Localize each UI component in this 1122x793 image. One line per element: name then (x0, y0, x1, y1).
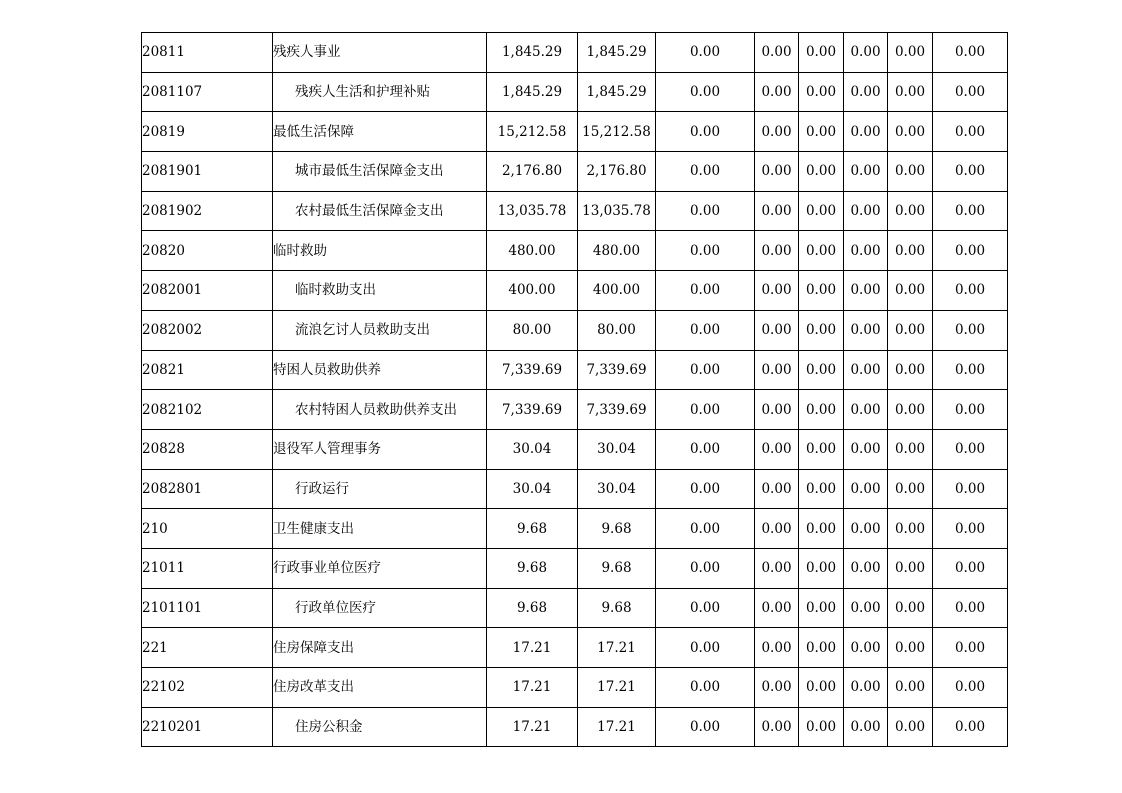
amount-cell: 0.00 (844, 112, 888, 152)
amount-cell: 0.00 (755, 509, 799, 549)
amount-cell: 0.00 (888, 112, 933, 152)
subject-code-cell: 20828 (142, 429, 273, 469)
amount-cell: 0.00 (755, 429, 799, 469)
amount-cell: 0.00 (656, 628, 755, 668)
table-row (142, 390, 1008, 430)
amount-cell: 0.00 (844, 548, 888, 588)
amount-cell: 9.68 (487, 509, 578, 549)
amount-cell: 0.00 (656, 469, 755, 509)
amount-cell: 0.00 (888, 33, 933, 73)
amount-cell: 0.00 (844, 707, 888, 747)
amount-cell: 2,176.80 (487, 152, 578, 192)
table-row (142, 231, 1008, 271)
amount-cell: 0.00 (656, 390, 755, 430)
amount-cell: 0.00 (755, 72, 799, 112)
subject-code-cell: 2210201 (142, 707, 273, 747)
table-row (142, 350, 1008, 390)
subject-name-cell: 临时救助支出 (273, 271, 487, 311)
amount-cell: 0.00 (888, 191, 933, 231)
amount-cell: 0.00 (656, 33, 755, 73)
subject-code-cell: 20819 (142, 112, 273, 152)
amount-cell: 80.00 (487, 310, 578, 350)
amount-cell: 0.00 (888, 707, 933, 747)
amount-cell: 0.00 (755, 707, 799, 747)
subject-name-cell: 临时救助 (273, 231, 487, 271)
budget-table-body (142, 33, 1008, 747)
amount-cell: 30.04 (487, 429, 578, 469)
amount-cell: 1,845.29 (578, 72, 656, 112)
amount-cell: 0.00 (933, 350, 1008, 390)
amount-cell: 0.00 (755, 271, 799, 311)
amount-cell: 0.00 (755, 548, 799, 588)
amount-cell: 0.00 (755, 33, 799, 73)
amount-cell: 0.00 (933, 112, 1008, 152)
budget-table (141, 32, 1008, 747)
subject-code-cell: 2101101 (142, 588, 273, 628)
amount-cell: 17.21 (578, 668, 656, 708)
amount-cell: 9.68 (578, 509, 656, 549)
amount-cell: 7,339.69 (487, 350, 578, 390)
table-row (142, 152, 1008, 192)
amount-cell: 0.00 (888, 350, 933, 390)
amount-cell: 0.00 (799, 310, 844, 350)
subject-code-cell: 2082002 (142, 310, 273, 350)
amount-cell: 0.00 (844, 33, 888, 73)
amount-cell: 9.68 (487, 588, 578, 628)
amount-cell: 0.00 (799, 72, 844, 112)
amount-cell: 2,176.80 (578, 152, 656, 192)
table-row (142, 668, 1008, 708)
amount-cell: 0.00 (656, 548, 755, 588)
amount-cell: 0.00 (844, 628, 888, 668)
table-row (142, 429, 1008, 469)
subject-name-cell: 卫生健康支出 (273, 509, 487, 549)
amount-cell: 0.00 (933, 33, 1008, 73)
amount-cell: 0.00 (888, 231, 933, 271)
amount-cell: 0.00 (888, 509, 933, 549)
amount-cell: 0.00 (933, 668, 1008, 708)
amount-cell: 7,339.69 (578, 350, 656, 390)
amount-cell: 0.00 (844, 310, 888, 350)
subject-name-cell: 住房改革支出 (273, 668, 487, 708)
amount-cell: 0.00 (844, 231, 888, 271)
amount-cell: 0.00 (888, 310, 933, 350)
amount-cell: 0.00 (656, 72, 755, 112)
table-row (142, 509, 1008, 549)
subject-name-cell: 最低生活保障 (273, 112, 487, 152)
amount-cell: 0.00 (844, 429, 888, 469)
subject-code-cell: 2081107 (142, 72, 273, 112)
subject-name-cell: 行政事业单位医疗 (273, 548, 487, 588)
amount-cell: 0.00 (799, 350, 844, 390)
amount-cell: 0.00 (755, 668, 799, 708)
amount-cell: 0.00 (888, 469, 933, 509)
amount-cell: 0.00 (888, 271, 933, 311)
amount-cell: 0.00 (656, 350, 755, 390)
amount-cell: 17.21 (578, 707, 656, 747)
amount-cell: 0.00 (799, 469, 844, 509)
amount-cell: 15,212.58 (578, 112, 656, 152)
amount-cell: 9.68 (578, 548, 656, 588)
amount-cell: 0.00 (755, 350, 799, 390)
table-row (142, 469, 1008, 509)
amount-cell: 0.00 (799, 271, 844, 311)
amount-cell: 0.00 (933, 707, 1008, 747)
amount-cell: 0.00 (888, 668, 933, 708)
amount-cell: 30.04 (487, 469, 578, 509)
amount-cell: 0.00 (656, 152, 755, 192)
amount-cell: 0.00 (888, 628, 933, 668)
amount-cell: 0.00 (933, 429, 1008, 469)
subject-code-cell: 2082801 (142, 469, 273, 509)
amount-cell: 0.00 (799, 152, 844, 192)
amount-cell: 1,845.29 (487, 72, 578, 112)
amount-cell: 13,035.78 (487, 191, 578, 231)
amount-cell: 480.00 (487, 231, 578, 271)
table-row (142, 33, 1008, 73)
subject-name-cell: 住房公积金 (273, 707, 487, 747)
subject-name-cell: 流浪乞讨人员救助支出 (273, 310, 487, 350)
amount-cell: 0.00 (755, 310, 799, 350)
amount-cell: 0.00 (755, 152, 799, 192)
subject-code-cell: 20821 (142, 350, 273, 390)
amount-cell: 80.00 (578, 310, 656, 350)
amount-cell: 30.04 (578, 469, 656, 509)
subject-name-cell: 残疾人事业 (273, 33, 487, 73)
amount-cell: 0.00 (933, 588, 1008, 628)
subject-name-cell: 行政运行 (273, 469, 487, 509)
amount-cell: 0.00 (933, 191, 1008, 231)
amount-cell: 0.00 (755, 628, 799, 668)
amount-cell: 17.21 (487, 628, 578, 668)
amount-cell: 0.00 (888, 72, 933, 112)
amount-cell: 0.00 (799, 668, 844, 708)
subject-code-cell: 210 (142, 509, 273, 549)
amount-cell: 0.00 (844, 350, 888, 390)
amount-cell: 0.00 (755, 191, 799, 231)
amount-cell: 0.00 (933, 271, 1008, 311)
amount-cell: 0.00 (799, 33, 844, 73)
amount-cell: 0.00 (656, 707, 755, 747)
subject-name-cell: 残疾人生活和护理补贴 (273, 72, 487, 112)
amount-cell: 0.00 (799, 509, 844, 549)
subject-code-cell: 221 (142, 628, 273, 668)
subject-name-cell: 农村特困人员救助供养支出 (273, 390, 487, 430)
subject-code-cell: 2082102 (142, 390, 273, 430)
amount-cell: 9.68 (578, 588, 656, 628)
amount-cell: 0.00 (888, 152, 933, 192)
amount-cell: 0.00 (844, 271, 888, 311)
amount-cell: 0.00 (844, 668, 888, 708)
amount-cell: 0.00 (888, 548, 933, 588)
amount-cell: 0.00 (656, 310, 755, 350)
subject-name-cell: 特困人员救助供养 (273, 350, 487, 390)
amount-cell: 9.68 (487, 548, 578, 588)
subject-name-cell: 退役军人管理事务 (273, 429, 487, 469)
amount-cell: 0.00 (933, 72, 1008, 112)
table-row (142, 310, 1008, 350)
subject-code-cell: 20811 (142, 33, 273, 73)
amount-cell: 0.00 (933, 390, 1008, 430)
amount-cell: 0.00 (656, 588, 755, 628)
subject-code-cell: 2082001 (142, 271, 273, 311)
amount-cell: 0.00 (844, 469, 888, 509)
subject-name-cell: 行政单位医疗 (273, 588, 487, 628)
amount-cell: 0.00 (933, 628, 1008, 668)
amount-cell: 0.00 (844, 588, 888, 628)
amount-cell: 7,339.69 (487, 390, 578, 430)
subject-name-cell: 农村最低生活保障金支出 (273, 191, 487, 231)
amount-cell: 1,845.29 (487, 33, 578, 73)
amount-cell: 17.21 (487, 707, 578, 747)
amount-cell: 1,845.29 (578, 33, 656, 73)
amount-cell: 0.00 (656, 668, 755, 708)
amount-cell: 0.00 (755, 231, 799, 271)
amount-cell: 0.00 (799, 429, 844, 469)
amount-cell: 0.00 (799, 112, 844, 152)
amount-cell: 0.00 (799, 390, 844, 430)
amount-cell: 13,035.78 (578, 191, 656, 231)
amount-cell: 0.00 (888, 390, 933, 430)
amount-cell: 0.00 (656, 231, 755, 271)
table-row (142, 707, 1008, 747)
table-row (142, 588, 1008, 628)
amount-cell: 0.00 (933, 152, 1008, 192)
amount-cell: 0.00 (755, 469, 799, 509)
amount-cell: 0.00 (844, 72, 888, 112)
amount-cell: 0.00 (933, 548, 1008, 588)
amount-cell: 0.00 (799, 707, 844, 747)
amount-cell: 0.00 (844, 390, 888, 430)
amount-cell: 30.04 (578, 429, 656, 469)
table-row (142, 271, 1008, 311)
subject-code-cell: 21011 (142, 548, 273, 588)
amount-cell: 400.00 (487, 271, 578, 311)
amount-cell: 480.00 (578, 231, 656, 271)
amount-cell: 7,339.69 (578, 390, 656, 430)
amount-cell: 0.00 (933, 231, 1008, 271)
amount-cell: 0.00 (799, 191, 844, 231)
amount-cell: 17.21 (578, 628, 656, 668)
subject-code-cell: 2081901 (142, 152, 273, 192)
amount-cell: 0.00 (933, 509, 1008, 549)
amount-cell: 0.00 (933, 310, 1008, 350)
amount-cell: 0.00 (844, 191, 888, 231)
amount-cell: 0.00 (799, 231, 844, 271)
subject-name-cell: 城市最低生活保障金支出 (273, 152, 487, 192)
amount-cell: 0.00 (844, 152, 888, 192)
amount-cell: 0.00 (888, 588, 933, 628)
amount-cell: 0.00 (933, 469, 1008, 509)
amount-cell: 0.00 (656, 509, 755, 549)
amount-cell: 0.00 (656, 271, 755, 311)
table-row (142, 72, 1008, 112)
table-row (142, 548, 1008, 588)
amount-cell: 0.00 (755, 588, 799, 628)
table-row (142, 628, 1008, 668)
subject-name-cell: 住房保障支出 (273, 628, 487, 668)
amount-cell: 400.00 (578, 271, 656, 311)
amount-cell: 0.00 (656, 191, 755, 231)
amount-cell: 0.00 (656, 429, 755, 469)
amount-cell: 0.00 (799, 588, 844, 628)
amount-cell: 0.00 (755, 390, 799, 430)
table-row (142, 112, 1008, 152)
subject-code-cell: 2081902 (142, 191, 273, 231)
amount-cell: 15,212.58 (487, 112, 578, 152)
amount-cell: 0.00 (844, 509, 888, 549)
subject-code-cell: 22102 (142, 668, 273, 708)
amount-cell: 17.21 (487, 668, 578, 708)
amount-cell: 0.00 (799, 628, 844, 668)
amount-cell: 0.00 (799, 548, 844, 588)
table-row (142, 191, 1008, 231)
amount-cell: 0.00 (755, 112, 799, 152)
subject-code-cell: 20820 (142, 231, 273, 271)
amount-cell: 0.00 (888, 429, 933, 469)
amount-cell: 0.00 (656, 112, 755, 152)
